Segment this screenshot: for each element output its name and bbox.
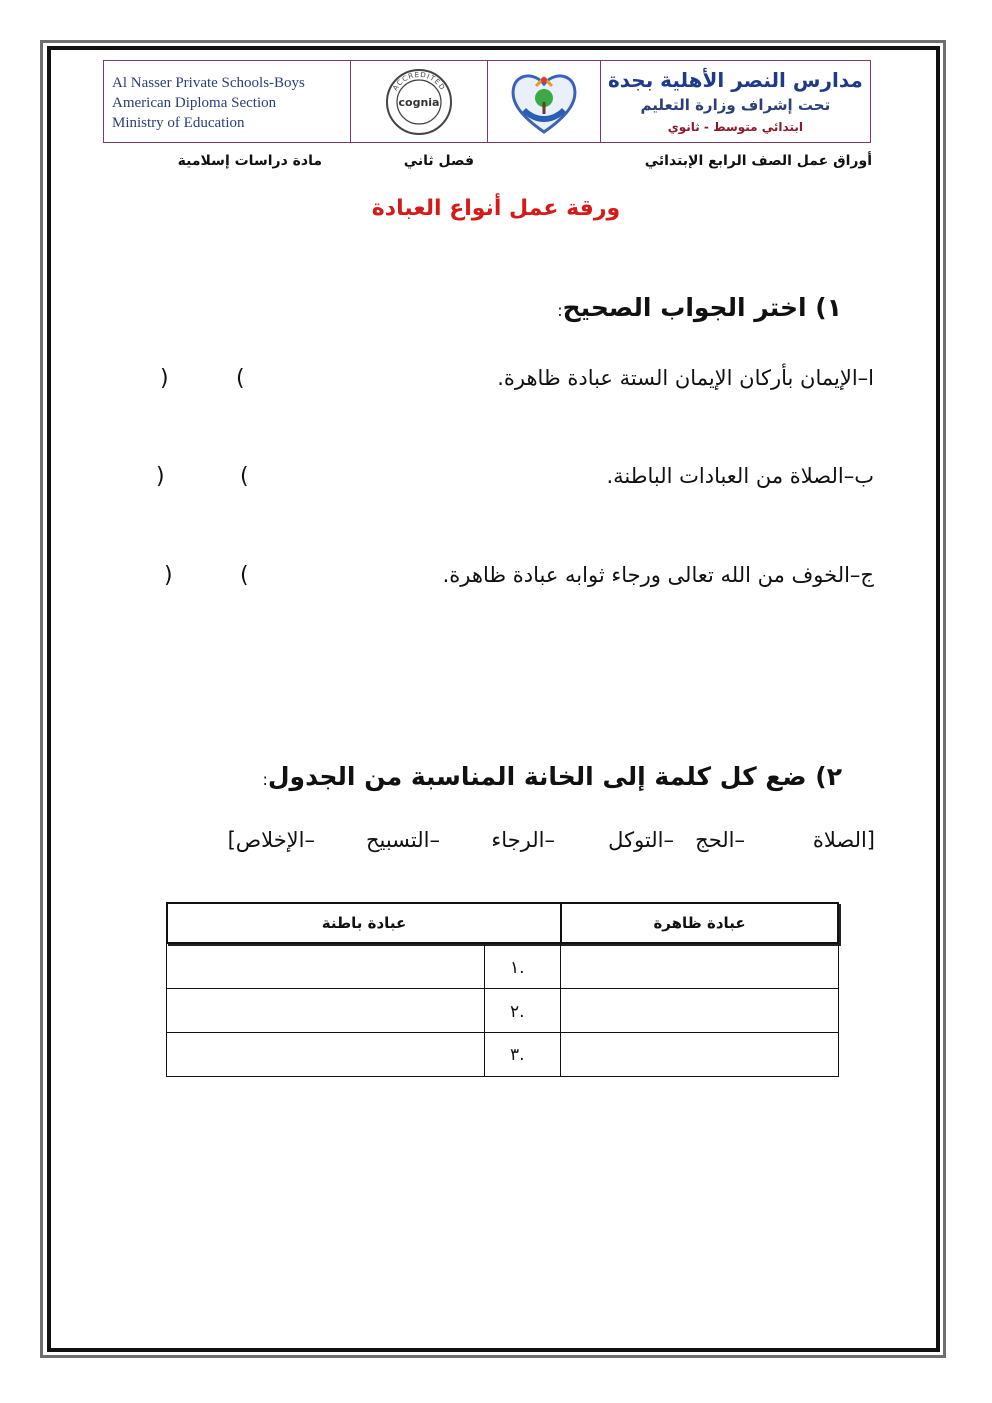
word-rajaa: –الرجاء [491,828,555,852]
cognia-seal-icon [384,67,454,137]
question-2-colon: : [262,770,268,789]
table-row-number-1: .١ [510,958,525,978]
q1-item-b: ب–الصلاة من العبادات الباطنة. [606,464,874,488]
cognia-text: cognia [398,95,440,109]
header-english-line-2: American Diploma Section [112,95,277,111]
q1-item-c: ج–الخوف من الله تعالى ورجاء ثوابه عبادة ظاهرة. [442,563,874,587]
answer-cell-inward-1[interactable] [167,945,483,987]
table-header [166,902,839,944]
term-label: فصل ثاني [403,153,474,169]
header-arabic-line-2: تحت إشراف وزارة التعليم [640,96,831,114]
question-1-number: ١) [815,293,842,322]
table-row-number-2: .٢ [510,1002,525,1022]
answer-cell-outward-1[interactable] [562,945,837,987]
question-1-text: اختر الجواب الصحيح [562,293,807,322]
school-header [103,60,871,143]
table-row-number-3: .٣ [510,1045,525,1065]
word-salah: [الصلاة [812,828,875,852]
accreditation-logo [351,61,488,142]
svg-text:ACCREDITED [392,70,447,91]
question-1-colon: : [557,301,563,320]
word-bank [200,828,875,862]
answer-cell-outward-3[interactable] [562,1033,837,1075]
table-border-right [838,944,839,1077]
school-logo [488,61,601,142]
question-2-text: ضع كل كلمة إلى الخانة المناسبة من الجدول [267,762,807,791]
answer-cell-outward-2[interactable] [562,989,837,1031]
q1-item-a: ا–الإيمان بأركان الإيمان الستة عبادة ظاهرة. [497,366,874,390]
question-2-number: ٢) [815,762,842,791]
header-arabic-line-1: مدارس النصر الأهلية بجدة [607,68,863,92]
q1-item-b-paren-open: ( [240,464,249,489]
header-english-line-1: Al Nasser Private Schools-Boys [112,75,305,91]
heart-hands-plant-icon [508,68,580,136]
question-1-heading [557,293,842,322]
q1-item-a-paren-close: ) [160,366,169,391]
word-hajj: –الحج [695,828,745,852]
table-divider-main [560,944,561,1077]
worksheet-title: ورقة عمل أنواع العبادة [371,196,621,221]
table-border-bottom [166,1076,839,1077]
header-inward-worship: عبادة باطنة [321,914,407,932]
q1-item-b-paren-close: ) [156,464,165,489]
header-divider [560,904,562,942]
classification-table [166,902,839,1077]
header-english-line-3: Ministry of Education [112,115,245,131]
header-english-block [104,61,351,142]
q1-item-c-paren-close: ) [164,563,173,588]
q1-item-a-paren-open: ( [236,366,245,391]
word-ikhlas: –الإخلاص] [227,828,315,852]
question-2-heading [262,762,842,791]
word-tasbih: –التسبيح [365,828,440,852]
header-arabic-line-3: ابتدائي متوسط - ثانوي [667,120,803,134]
answer-cell-inward-2[interactable] [167,989,483,1031]
accredited-text: ACCREDITED [391,70,447,92]
header-outward-worship: عبادة ظاهرة [653,914,746,932]
q1-item-c-paren-open: ( [240,563,249,588]
header-arabic-block [601,61,870,142]
page-border-inner [47,46,940,1352]
table-divider-number [484,944,485,1077]
subject-label: مادة دراسات إسلامية [177,153,322,169]
word-tawakkul: –التوكل [608,828,674,852]
grade-label: أوراق عمل الصف الرابع الإبتدائي [644,153,872,169]
answer-cell-inward-3[interactable] [167,1033,483,1075]
